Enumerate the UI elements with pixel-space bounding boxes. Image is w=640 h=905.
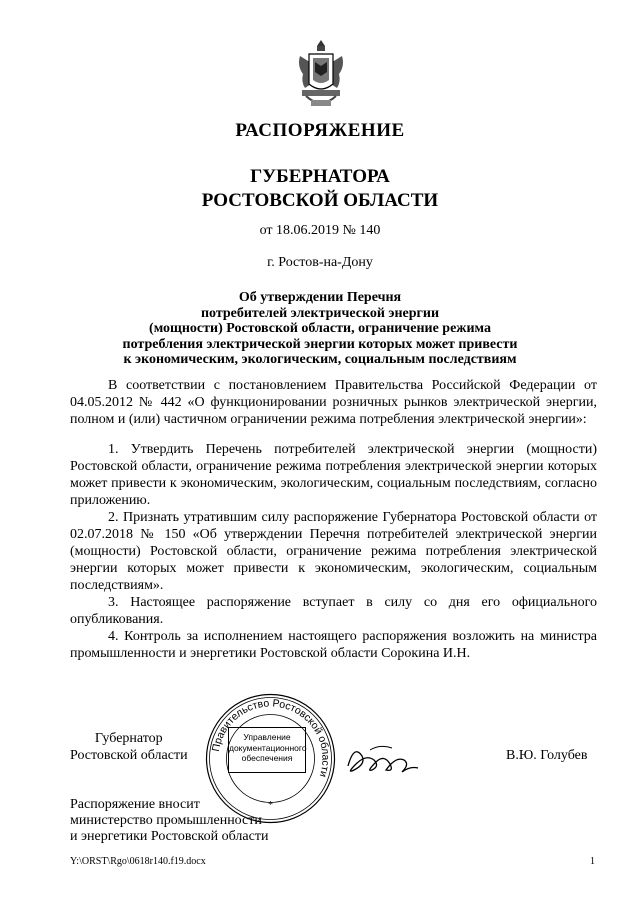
stamp-inner-line-1: Управление — [243, 732, 291, 742]
signatory-title-line-1: Губернатор — [94, 731, 163, 746]
signatory-title-line-2: Ростовской области — [70, 748, 188, 763]
document-subject — [0, 290, 640, 368]
document-date-number: от 18.06.2019 № 140 — [259, 223, 381, 238]
handwritten-signature — [340, 728, 430, 788]
stamp-inner-line-2: документационного — [229, 742, 307, 753]
item-1-paragraph: 1. Утвердить Перечень потребителей электрической энергии (мощности) Ростовской области, ограничение режима потребления электрической энергии которых может привести к экономическим, экологическим, социальным последствиям, согласно приложению. — [70, 442, 597, 508]
submitted-by-line-1: Распоряжение вносит — [70, 797, 200, 812]
submitted-by-block — [70, 797, 268, 845]
document-type-title: РАСПОРЯЖЕНИЕ — [235, 120, 405, 141]
issuer-line-1: ГУБЕРНАТОРА — [250, 166, 390, 187]
subject-line-1: Об утверждении Перечня — [238, 290, 402, 305]
stamp-ring-text: Правительство Ростовской области — [209, 697, 332, 779]
stamp-star-icon: * — [268, 800, 273, 811]
subject-line-3: (мощности) Ростовской области, ограничение режима — [149, 321, 491, 336]
signatory-title — [70, 730, 188, 764]
footer-page-number: 1 — [590, 856, 595, 867]
subject-line-2: потребителей электрической энергии — [200, 305, 440, 321]
issuer-block — [0, 165, 640, 213]
document-city: г. Ростов-на-Дону — [267, 255, 373, 270]
signatory-name: В.Ю. Голубев — [506, 748, 588, 763]
preamble-paragraph: В соответствии с постановлением Правительства Российской Федерации от 04.05.2012 № 442 «О функционировании розничных рынков электрической энергии, полном и (или) частичном ограничении режима потребления электрической энергии»: — [70, 378, 597, 427]
submitted-by-line-3: и энергетики Ростовской области — [70, 829, 269, 844]
stamp-inner-box — [228, 727, 306, 773]
stamp-inner-line-3: обеспечения — [241, 753, 293, 763]
coat-of-arms-icon — [296, 38, 346, 110]
item-2-paragraph: 2. Признать утратившим силу распоряжение Губернатора Ростовской области от 02.07.2018 № 150 «Об утверждении Перечня потребителей электрической энергии (мощности) Ростовской области, ограничение режима потребления электрической энергии которых может привести к экономическим, экологическим, социальным последствиям». — [70, 510, 597, 593]
subject-line-5: к экономическим, экологическим, социальным последствиям — [123, 352, 517, 367]
issuer-line-2: РОСТОВСКОЙ ОБЛАСТИ — [201, 190, 439, 211]
footer-file-path: Y:\ORST\Rgo\0618r140.f19.docx — [70, 856, 206, 867]
item-4-paragraph: 4. Контроль за исполнением настоящего распоряжения возложить на министра промышленности и энергетики Ростовской области Сорокина И.Н. — [70, 629, 597, 661]
subject-line-4: потребления электрической энергии которых может привести — [122, 336, 518, 352]
submitted-by-line-2: министерство промышленности — [70, 813, 262, 828]
item-3-paragraph: 3. Настоящее распоряжение вступает в силу со дня его официального опубликования. — [70, 595, 597, 627]
document-body — [70, 377, 597, 662]
